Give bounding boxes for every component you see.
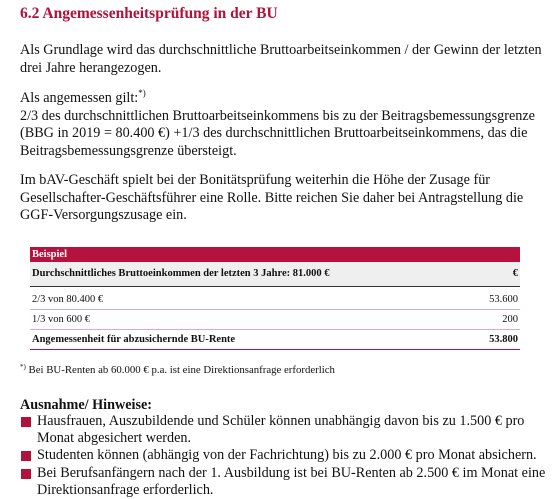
paragraph-appropriateness — [20, 90, 550, 160]
exceptions-heading: Ausnahme/ Hinweise: — [20, 397, 153, 413]
list-item — [20, 465, 550, 499]
example-subheader-label: Durchschnittliches Bruttoeinkommen der letzten 3 Jahre: 81.000 € — [32, 268, 330, 279]
appropriateness-text: 2/3 des durchschnittlichen Bruttoarbeitseinkommens bis zu der Beitragsbemessungsgrenze (BBG in 2019 = 80.400 €) +1/3 des durchschnittlichen Bruttoarbeitseinkommens, das die Beitragsbemessungsgrenze übersteigt. — [20, 107, 535, 159]
total-label: Angemessenheit für abzusichernde BU-Rente — [32, 334, 236, 345]
row-value: 53.600 — [489, 294, 518, 305]
example-subheader — [30, 262, 520, 287]
table-row — [30, 310, 520, 330]
square-bullet-icon — [21, 469, 31, 479]
footnote-text: Bei BU-Renten ab 60.000 € p.a. ist eine Direktionsanfrage erforderlich — [25, 364, 335, 376]
example-table — [30, 247, 520, 350]
list-item — [20, 447, 550, 464]
square-bullet-icon — [21, 417, 31, 427]
total-value: 53.800 — [489, 334, 518, 345]
list-item — [20, 413, 550, 447]
row-label: 1/3 von 600 € — [32, 314, 91, 325]
row-label: 2/3 von 80.400 € — [32, 294, 104, 305]
table-row — [30, 290, 520, 310]
paragraph-bav: Im bAV-Geschäft spielt bei der Bonitätsprüfung weiterhin die Höhe der Zusage für Gesellschafter-Geschäftsführer eine Rolle. Bitte reichen Sie daher bei Antragstellung die GGF-Versorgungszusage ein. — [20, 172, 524, 223]
example-title: Beispiel — [30, 247, 520, 262]
list-item-text: Bei Berufsanfängern nach der 1. Ausbildung ist bei BU-Renten ab 2.500 € im Monat eine Direktionsanfrage erforderlich. — [37, 464, 546, 498]
section-heading: 6.2 Angemessenheitsprüfung in der BU — [20, 5, 278, 22]
exceptions-list — [20, 413, 550, 499]
appropriateness-label: Als angemessen gilt: — [20, 90, 139, 106]
footnote-marker: *) — [20, 363, 26, 371]
footnote-marker: *) — [138, 88, 146, 98]
list-item-text: Studenten können (abhängig von der Fachrichtung) bis zu 2.000 € pro Monat absichern. — [37, 447, 537, 464]
row-value: 200 — [502, 314, 518, 325]
list-item-text: Hausfrauen, Auszubildende und Schüler können unabhängig davon bis zu 1.500 € pro Monat abgesichert werden. — [37, 413, 525, 447]
table-total-row — [30, 330, 520, 350]
square-bullet-icon — [21, 451, 31, 461]
paragraph-basis: Als Grundlage wird das durchschnittliche Bruttoarbeitseinkommen / der Gewinn der letzten drei Jahre herangezogen. — [20, 42, 542, 76]
example-currency: € — [512, 268, 518, 279]
footnote — [20, 364, 335, 376]
